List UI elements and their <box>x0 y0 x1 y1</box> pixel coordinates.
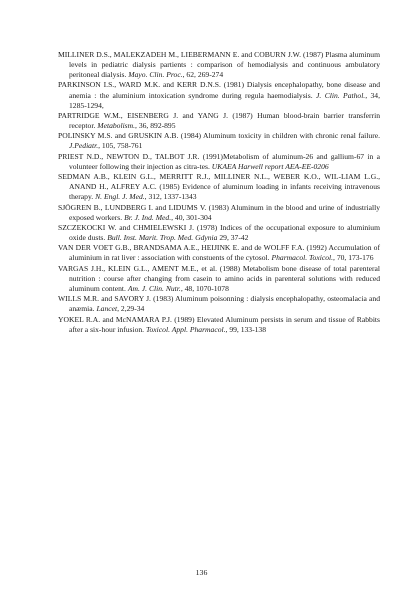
reference-item: POLINSKY M.S. and GRUSKIN A.B. (1984) Aluminum toxicity in children with chronic renal failure. J.Pediatr., 105, 758-761 <box>58 131 380 151</box>
reference-item: PARTRIDGE W.M., EISENBERG J. and YANG J. (1987) Human blood-brain barrier transferrin receptor. Metabolism., 36, 892-895 <box>58 110 380 131</box>
reference-item: SEDMAN A.B., KLEIN G.L., MERRITT R.J., MILLINER N.L., WEBER K.O., WIL-LIAM L.G., ANAND H., ALFREY A.C. (1985) Evidence of aluminum loading in infants receiving intravenous therapy. N. Engl. J. Med., 312, 1337-1343 <box>58 172 380 202</box>
reference-item: PARKINSON I.S., WARD M.K. and KERR D.N.S. (1981) Dialysis encephalopathy, bone disease and anemia : the aluminium intoxication syndrome during regula haemodialysis. J. Clin. Pathol., 34, 1285-1294, <box>58 80 380 110</box>
reference-item: SJÖGREN B., LUNDBERG I. and LIDUMS V. (1983) Aluminum in the blood and urine of industrially exposed workers. Br. J. Ind. Med., 40, 301-304 <box>58 202 380 222</box>
reference-item: SZCZEKOCKI W. and CHMIELEWSKI J. (1978) Indices of the occupational exposure to aluminium oxide dusts. Bull. Inst. Marit. Trop. Med. Gdynia 29, 37-42 <box>58 222 380 242</box>
reference-item: WILLS M.R. and SAVORY J. (1983) Aluminum poisonning : dialysis encephalopathy, osteomalacia and anæmia. Lancet, 2,29-34 <box>58 294 380 314</box>
reference-item: PRIEST N.D., NEWTON D., TALBOT J.R. (1991)Metabolism of aluminum-26 and gallium-67 in a volunteer following their injection as citra-tes. UKAEA Harwell report AEA-EE-0206 <box>58 151 380 171</box>
reference-list <box>58 50 380 335</box>
reference-item: MILLINER D.S., MALEKZADEH M., LIEBERMANN E. and COBURN J.W. (1987) Plasma aluminum levels in pediatric dialysis partients : comparison of hemodialysis and continuous ambulatory peritoneal dialysis. Mayo. Clin. Proc., 62, 269-274 <box>58 50 380 80</box>
reference-item: VARGAS J.H., KLEIN G.L., AMENT M.E., et al. (1988) Metabolism bone disease of total parenteral nutrition : course after changing from casein to amino acids in parenteral solutions with reduced aluminum content. Am. J. Clin. Nutr., 48, 1070-1078 <box>58 263 380 293</box>
reference-item: VAN DER VOET G.B., BRANDSAMA A.E., HEIJINK E. and de WOLFF F.A. (1992) Accumulation of aluminium in rat liver : association with constuents of the cytosol. Pharmacol. Toxicol., 70, 173-176 <box>58 243 380 263</box>
reference-item: YOKEL R.A. and McNAMARA P.J. (1989) Elevated Aluminum persists in serum and tissue of Rabbits after a six-hour infusion. Toxicol. Appl. Pharmacol., 99, 133-138 <box>58 314 380 334</box>
page-number: 136 <box>195 568 208 577</box>
